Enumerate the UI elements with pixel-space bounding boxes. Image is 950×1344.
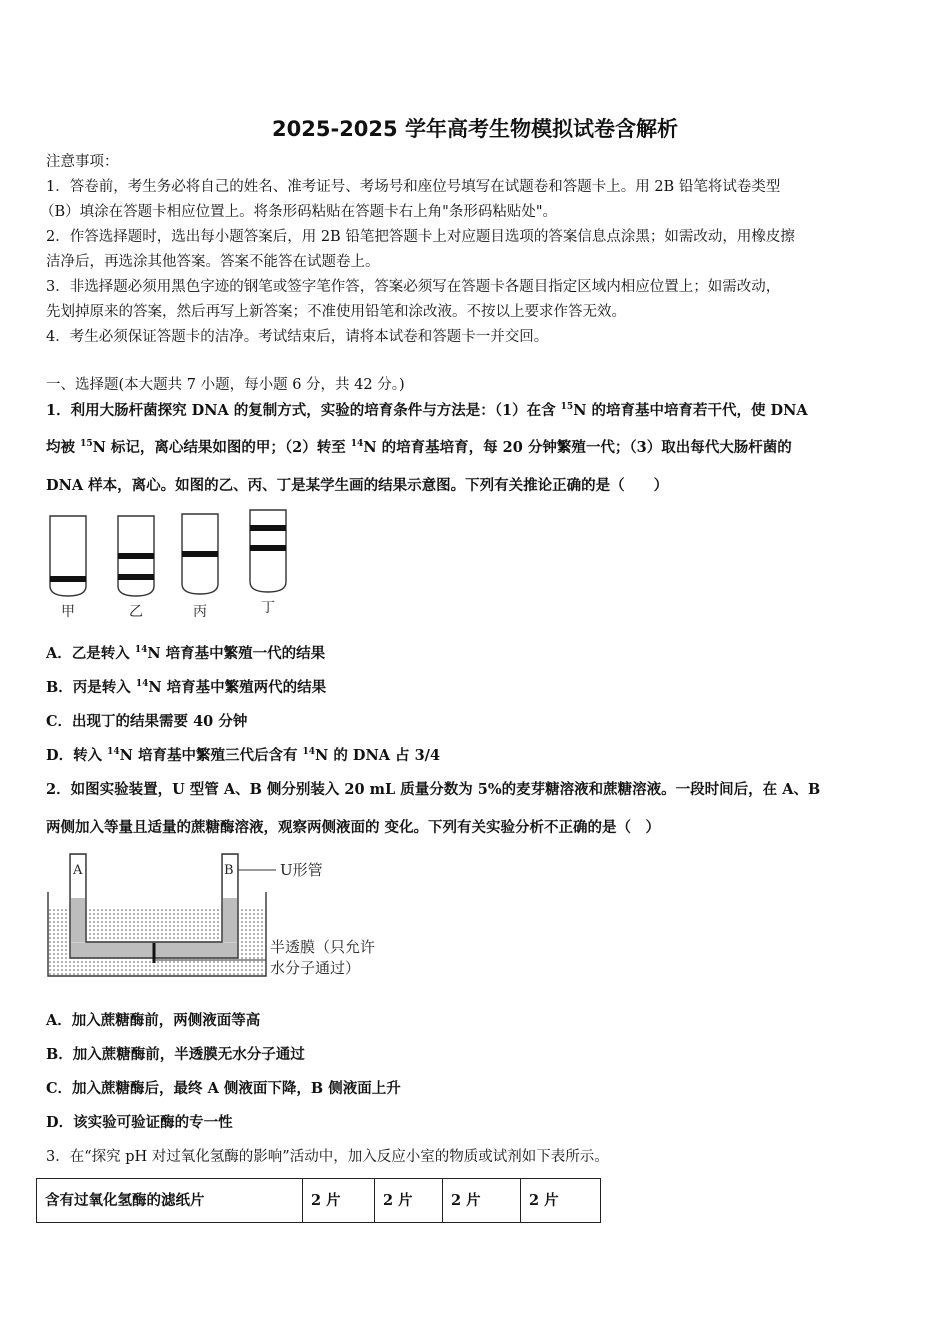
question-1-line: 均被 $^{15}$N 标记，离心结果如图的甲；（2）转至 $^{14}$N 的培育基培育，每 20 分钟繁殖一代；（3）取出每代大肠杆菌的	[46, 439, 792, 456]
option-b: B．加入蔗糖酶前，半透膜无水分子通过	[46, 1046, 305, 1063]
table-cell: 2 片	[375, 1179, 443, 1223]
fig-label-u-tube: U形管	[280, 861, 323, 879]
option-d: D．转入 $^{14}$N 培育基中繁殖三代后含有 $^{14}$N 的 DNA 占 3/4	[46, 747, 441, 764]
band-heavy	[118, 574, 154, 580]
page-title: 2025-2025 学年高考生物模拟试卷含解析	[272, 117, 678, 141]
tube-label: 丙	[193, 604, 207, 620]
band-intermediate	[118, 553, 154, 559]
fig-label-b: B	[224, 863, 234, 878]
notice-line: 洁净后，再选涂其他答案。答案不能答在试题卷上。	[46, 254, 380, 270]
option-b: B．丙是转入 $^{14}$N 培育基中繁殖两代的结果	[46, 679, 327, 696]
centrifuge-tubes-figure	[44, 508, 304, 623]
reagent-table	[36, 1178, 601, 1223]
question-2-line: 2．如图实验装置，U 型管 A、B 侧分别装入 20 mL 质量分数为 5%的麦芽糖溶液和蔗糖溶液。一段时间后，在 A、B	[46, 781, 821, 798]
question-1-line: DNA 样本，离心。如图的乙、丙、丁是某学生画的结果示意图。下列有关推论正确的是（ ）	[46, 477, 669, 494]
tube-jia	[50, 516, 86, 596]
table-cell: 2 片	[303, 1179, 375, 1223]
band-heavy	[50, 576, 86, 582]
question-1-line: 1．利用大肠杆菌探究 DNA 的复制方式，实验的培育条件与方法是：（1）在含 $^{15}$N 的培育基中培育若干代，使 DNA	[46, 402, 808, 419]
tube-label: 乙	[129, 604, 143, 620]
option-a: A．乙是转入 $^{14}$N 培育基中繁殖一代的结果	[46, 645, 326, 662]
table-cell: 2 片	[443, 1179, 521, 1223]
notice-line: （B）填涂在答题卡相应位置上。将条形码粘贴在答题卡右上角"条形码粘贴处"。	[40, 204, 557, 220]
option-c: C．出现丁的结果需要 40 分钟	[46, 713, 248, 730]
tube-label: 丁	[261, 600, 275, 616]
notice-line: 3．非选择题必须用黑色字迹的钢笔或签字笔作答，答案必须写在答题卡各题目指定区域内相应位置上；如需改动，	[46, 279, 781, 295]
option-d: D．该实验可验证酶的专一性	[46, 1114, 233, 1131]
tube-label: 甲	[61, 604, 75, 620]
band-intermediate	[250, 545, 286, 551]
fig-label-membrane: 半透膜（只允许	[270, 938, 376, 956]
band-intermediate	[182, 551, 218, 557]
band-light	[250, 525, 286, 531]
notice-line: 1．答卷前，考生务必将自己的姓名、准考证号、考场号和座位号填写在试题卷和答题卡上。用 2B 铅笔将试卷类型	[46, 179, 781, 195]
table-cell: 2 片	[521, 1179, 601, 1223]
notice-line: 先划掉原来的答案，然后再写上新答案；不准使用铅笔和涂改液。不按以上要求作答无效。	[46, 304, 626, 320]
question-2-line: 两侧加入等量且适量的蔗糖酶溶液，观察两侧液面的 变化。下列有关实验分析不正确的是（ ）	[46, 819, 661, 836]
option-a: A．加入蔗糖酶前，两侧液面等高	[46, 1012, 261, 1029]
table-row	[37, 1179, 601, 1223]
table-cell: 含有过氧化氢酶的滤纸片	[37, 1179, 303, 1223]
notice-heading: 注意事项：	[46, 154, 119, 170]
notice-line: 2．作答选择题时，选出每小题答案后，用 2B 铅笔把答题卡上对应题目选项的答案信息点涂黑；如需改动，用橡皮擦	[46, 229, 795, 245]
fig-label-a: A	[73, 863, 83, 878]
section-heading: 一、选择题(本大题共 7 小题，每小题 6 分，共 42 分。)	[46, 377, 405, 393]
fig-label-membrane: 水分子通过）	[270, 959, 361, 977]
u-tube-apparatus-figure	[44, 848, 414, 983]
notice-line: 4．考生必须保证答题卡的洁净。考试结束后，请将本试卷和答题卡一并交回。	[46, 329, 549, 345]
question-3-line: 3．在“探究 pH 对过氧化氢酶的影响”活动中，加入反应小室的物质或试剂如下表所示。	[46, 1149, 609, 1165]
option-c: C．加入蔗糖酶后，最终 A 侧液面下降，B 侧液面上升	[46, 1080, 401, 1097]
